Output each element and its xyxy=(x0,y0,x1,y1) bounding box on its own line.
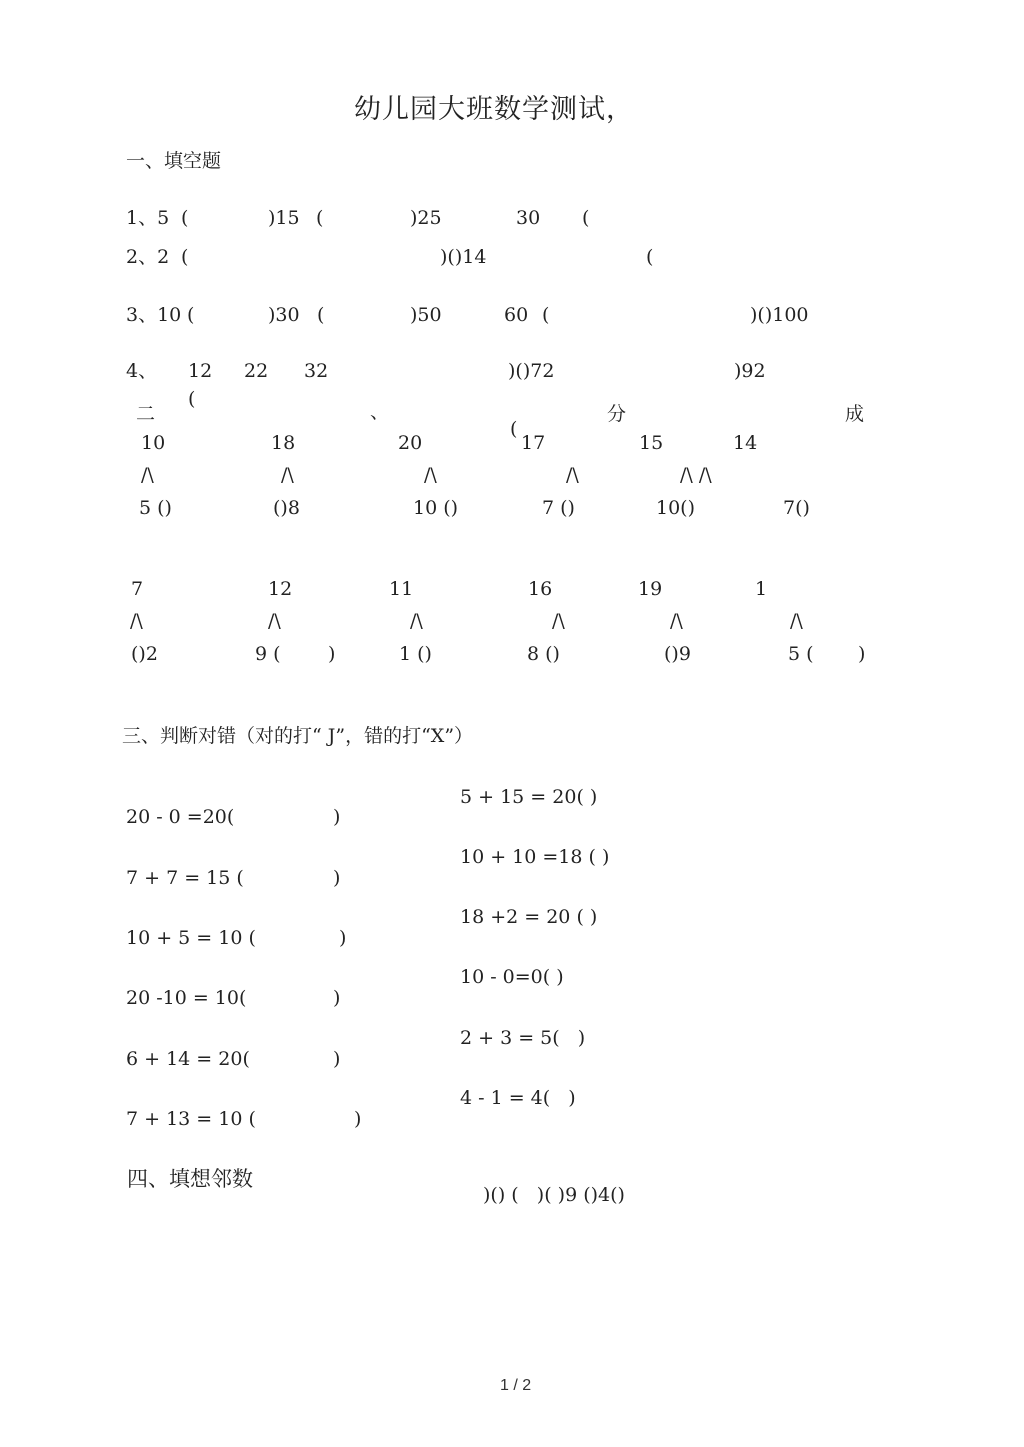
section-1-heading: 一、填空题 xyxy=(126,150,222,172)
q4-part: 22 xyxy=(244,360,269,382)
q2-part: ( xyxy=(181,246,189,268)
judge-item: 10 + 10 =18 ( ) xyxy=(460,846,610,868)
judge-item: 20 -10 = 10( xyxy=(126,987,247,1009)
q1-part: )25 xyxy=(410,207,442,229)
q3-part: 60 xyxy=(504,304,529,326)
section-4-heading: 四、填想邻数 xyxy=(127,1167,253,1191)
decompose-top: 19 xyxy=(638,578,663,600)
q4-part: )()72 xyxy=(508,360,555,382)
q3-part: )()100 xyxy=(750,304,809,326)
split-branch: /\ xyxy=(424,464,437,486)
decompose-bottom: ) xyxy=(858,643,866,665)
decompose-top: 15 xyxy=(639,432,664,454)
q3-part: 3、10 xyxy=(126,304,182,326)
q3-part: ( xyxy=(542,304,550,326)
split-branch: /\ xyxy=(566,464,579,486)
q4-part: 32 xyxy=(304,360,329,382)
decompose-bottom: 5 ( xyxy=(788,643,814,665)
judge-item: 2 + 3 = 5( ) xyxy=(460,1027,586,1049)
judge-item: 6 + 14 = 20( xyxy=(126,1048,250,1070)
decompose-bottom: 8 () xyxy=(527,643,560,665)
judge-item: 20 - 0 =20( xyxy=(126,806,235,828)
page-title: 幼儿园大班数学测试， xyxy=(354,94,634,125)
split-branch: /\ xyxy=(268,610,281,632)
judge-item: 5 + 15 = 20( ) xyxy=(460,786,598,808)
decompose-bottom: ()9 xyxy=(664,643,691,665)
decompose-bottom: ()8 xyxy=(273,497,300,519)
judge-item-close: ) xyxy=(333,806,341,828)
section-2-heading-char: 成 xyxy=(845,403,865,425)
split-branch: /\ xyxy=(790,610,803,632)
decompose-top: 18 xyxy=(271,432,296,454)
decompose-top: 14 xyxy=(733,432,758,454)
section-2-heading-char: ( xyxy=(188,388,196,410)
judge-item: 4 - 1 = 4( ) xyxy=(460,1087,576,1109)
q3-part: )50 xyxy=(410,304,442,326)
q1-part: )15 xyxy=(268,207,300,229)
decompose-bottom: 1 () xyxy=(399,643,432,665)
decompose-bottom: 10 () xyxy=(413,497,459,519)
judge-item-close: ) xyxy=(333,867,341,889)
neighbor-numbers-line: )() ( )( )9 ()4() xyxy=(483,1184,625,1206)
section-2-heading-char: 分 xyxy=(607,403,627,425)
section-2-heading-char: 、 xyxy=(370,401,390,423)
judge-item: 7 + 7 = 15 ( xyxy=(126,867,244,889)
split-branch: /\ xyxy=(410,610,423,632)
judge-item-close: ) xyxy=(354,1108,362,1130)
decompose-bottom: 7 () xyxy=(542,497,575,519)
split-branch: /\ /\ xyxy=(680,464,712,486)
decompose-bottom: ()2 xyxy=(131,643,158,665)
q1-part: 30 xyxy=(516,207,541,229)
q1-part: 1、5 xyxy=(126,207,170,229)
q2-part: )()14 xyxy=(440,246,487,268)
q4-part: 4、 xyxy=(126,360,158,382)
split-branch: /\ xyxy=(552,610,565,632)
decompose-top: 16 xyxy=(528,578,553,600)
decompose-top: 20 xyxy=(398,432,423,454)
decompose-top: 7 xyxy=(131,578,144,600)
q3-part: ( xyxy=(317,304,325,326)
q4-part: 12 xyxy=(188,360,213,382)
decompose-top: 11 xyxy=(389,578,414,600)
q1-part: ( xyxy=(582,207,590,229)
decompose-bottom: 5 () xyxy=(139,497,172,519)
page-number: 1 / 2 xyxy=(500,1377,532,1394)
q2-part: ( xyxy=(646,246,654,268)
split-branch: /\ xyxy=(130,610,143,632)
decompose-top: 12 xyxy=(268,578,293,600)
split-branch: /\ xyxy=(670,610,683,632)
q2-part: 2、2 xyxy=(126,246,170,268)
judge-item-close: ) xyxy=(333,1048,341,1070)
q3-part: ( xyxy=(187,304,195,326)
q1-part: ( xyxy=(316,207,324,229)
q3-part: )30 xyxy=(268,304,300,326)
decompose-top: 17 xyxy=(521,432,546,454)
decompose-bottom: 7() xyxy=(783,497,810,519)
judge-item: 10 + 5 = 10 ( xyxy=(126,927,256,949)
split-branch: /\ xyxy=(141,464,154,486)
q4-part: )92 xyxy=(734,360,766,382)
q1-part: ( xyxy=(181,207,189,229)
decompose-bottom: 10() xyxy=(656,497,696,519)
judge-item: 18 +2 = 20 ( ) xyxy=(460,906,598,928)
decompose-bottom: ) xyxy=(328,643,336,665)
judge-item: 7 + 13 = 10 ( xyxy=(126,1108,256,1130)
section-3-heading: 三、判断对错（对的打“ J”，错的打“X”） xyxy=(122,725,474,747)
split-branch: /\ xyxy=(281,464,294,486)
decompose-bottom: 9 ( xyxy=(255,643,281,665)
judge-item-close: ) xyxy=(339,927,347,949)
decompose-top: 1 xyxy=(755,578,768,600)
decompose-top: 10 xyxy=(141,432,166,454)
section-2-heading-char: 二 xyxy=(136,403,156,425)
judge-item-close: ) xyxy=(333,987,341,1009)
section-2-heading-char: ( xyxy=(510,418,518,440)
judge-item: 10 - 0=0( ) xyxy=(460,966,564,988)
